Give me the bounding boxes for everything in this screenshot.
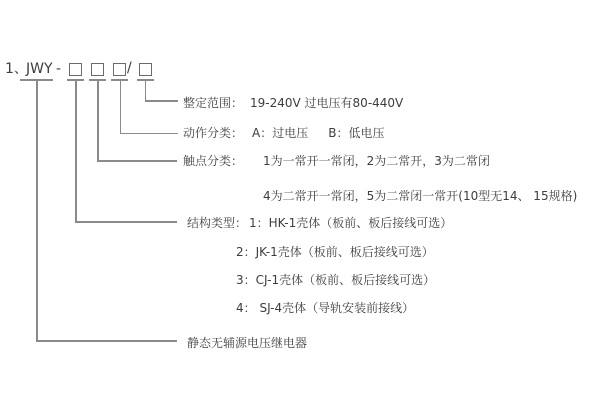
product-name: 静态无辅源电压继电器 [187,336,308,350]
structure-type-option-3-row [236,272,435,288]
structure-type-label: 结构类型： [187,216,248,230]
connector-h-setting-range [145,100,178,102]
contact-class-line1: 1为一常开一常闭，2为二常开，3为二常闭 [263,154,490,168]
connector-v-action-class [120,80,122,133]
structure-type-row [187,215,452,231]
structure-type-option-2: 2：JK-1壳体（板前、板后接线可选） [236,245,434,259]
contact-class-line2: 4为二常开一常闭，5为二常闭一常开(10型无14、 15规格) [263,189,578,203]
connector-h-contact-class [97,160,177,162]
structure-type-option-4: 4： SJ-4壳体（导轨安装前接线） [236,301,415,315]
model-slash: / [127,60,132,76]
model-dash: - [56,61,62,77]
connector-v-setting-range [145,80,147,101]
action-class-option-b: B：低电压 [328,126,385,140]
product-name-row [187,335,307,351]
contact-class-label: 触点分类： [183,154,244,168]
model-code: JWY [26,61,53,77]
structure-type-option-4-row [236,300,414,316]
contact-class-row [183,153,490,169]
action-class-label: 动作分类： [183,126,244,140]
structure-type-option-3: 3：CJ-1壳体（板前、板后接线可选） [236,273,436,287]
connector-h-action-class [120,133,178,135]
digit-box-setting-range [139,63,152,76]
connector-v-product-name [36,80,38,341]
action-class-row [183,125,384,141]
digit-box-structure-type [69,63,82,76]
setting-range-row [183,95,403,111]
contact-class-row-continued [263,188,577,204]
action-class-option-a: A：过电压 [252,126,309,140]
connector-h-product-name [36,340,177,342]
structure-type-option-1: 1：HK-1壳体（板前、板后接线可选） [249,216,453,230]
digit-box-action-class [113,63,126,76]
item-index: 1、 [5,61,28,77]
connector-v-contact-class [97,80,99,161]
digit-box-contact-class [91,63,104,76]
structure-type-option-2-row [236,244,434,260]
setting-range-value: 19-240V 过电压有80-440V [250,96,404,110]
setting-range-label: 整定范围： [183,96,244,110]
connector-v-structure-type [75,80,77,222]
connector-h-structure-type [75,221,177,223]
